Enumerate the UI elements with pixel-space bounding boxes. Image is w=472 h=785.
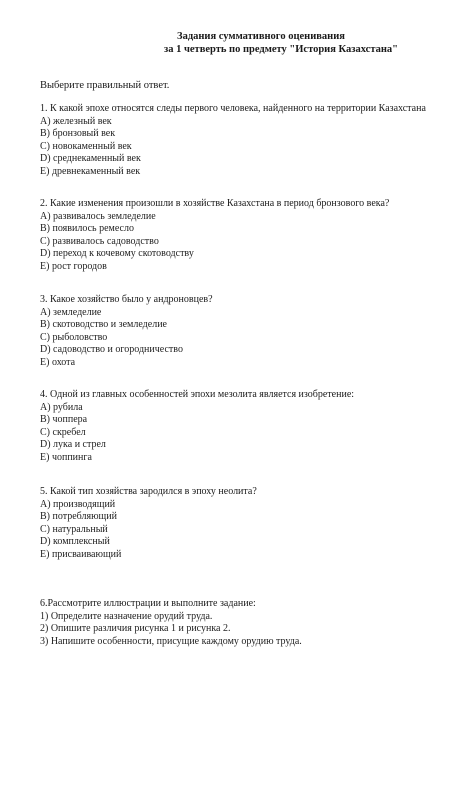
answer-option: A) производящий <box>40 498 116 510</box>
question-1 <box>40 103 472 179</box>
task-item: 2) Опишите различия рисунка 1 и рисунка 2. <box>40 623 231 635</box>
answer-option: D) переход к кочевому скотоводству <box>40 248 194 260</box>
task-item: 1) Определите назначение орудий труда. <box>40 610 213 622</box>
document-title: Задания суммативного оценивания <box>177 31 345 42</box>
question-4 <box>40 389 472 465</box>
answer-option: D) лука и стрел <box>40 439 106 451</box>
answer-option: B) скотоводство и земледелие <box>40 319 167 331</box>
question-text: 3. Какое хозяйство было у андроновцев? <box>40 294 213 305</box>
answer-option: A) рубила <box>40 401 83 413</box>
answer-option: E) рост городов <box>40 260 107 272</box>
task-text: 6.Рассмотрите иллюстрации и выполните задание: <box>40 598 256 609</box>
question-text: 2. Какие изменения произошли в хозяйстве Казахстана в период бронзового века? <box>40 198 390 209</box>
task-item: 3) Напишите особенности, присущие каждому орудию труда. <box>40 635 302 647</box>
answer-option: E) охота <box>40 356 76 368</box>
answer-option: E) присваивающий <box>40 548 122 560</box>
answer-option: B) чоппера <box>40 414 88 426</box>
question-3 <box>40 294 472 370</box>
answer-option: D) комплексный <box>40 536 110 548</box>
task-6 <box>40 598 472 648</box>
answer-option: C) натуральный <box>40 523 108 535</box>
document-subtitle: за 1 четверть по предмету "История Казахстана" <box>163 44 399 55</box>
answer-option: E) древнекаменный век <box>40 165 141 177</box>
answer-option: B) появилось ремесло <box>40 223 134 235</box>
question-2 <box>40 198 472 274</box>
answer-option: A) земледелие <box>40 306 102 318</box>
instruction-text: Выберите правильный ответ. <box>40 80 170 91</box>
answer-option: C) рыболовство <box>40 331 108 343</box>
question-text: 4. Одной из главных особенностей эпохи мезолита является изобретение: <box>40 389 355 400</box>
answer-option: B) потребляющий <box>40 511 117 523</box>
answer-option: A) железный век <box>40 115 112 127</box>
question-text: 1. К какой эпохе относятся следы первого человека, найденного на территории Казахстана <box>40 103 426 114</box>
answer-option: D) среднекаменный век <box>40 153 141 165</box>
answer-option: B) бронзовый век <box>40 128 116 140</box>
answer-option: C) новокаменный век <box>40 140 132 152</box>
answer-option: C) скребел <box>40 426 86 438</box>
question-5 <box>40 486 472 562</box>
answer-option: E) чоппинга <box>40 451 92 463</box>
answer-option: A) развивалось земледелие <box>40 210 156 222</box>
question-text: 5. Какой тип хозяйства зародился в эпоху неолита? <box>40 486 257 497</box>
answer-option: C) развивалось садоводство <box>40 235 159 247</box>
answer-option: D) садоводство и огородничество <box>40 344 183 356</box>
